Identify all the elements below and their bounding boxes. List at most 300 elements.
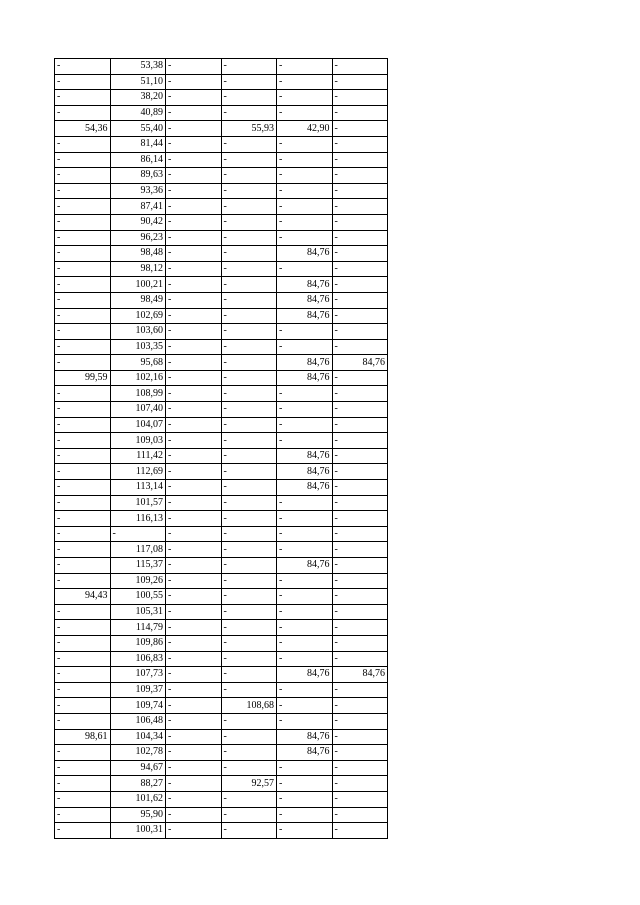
table-cell: - bbox=[221, 558, 277, 574]
table-cell: - bbox=[166, 339, 222, 355]
table-cell: - bbox=[166, 261, 222, 277]
table-cell: - bbox=[55, 464, 111, 480]
table-cell: - bbox=[332, 604, 388, 620]
table-cell: 96,23 bbox=[110, 230, 166, 246]
table-row bbox=[55, 651, 388, 667]
table-row bbox=[55, 324, 388, 340]
table-cell: - bbox=[166, 495, 222, 511]
table-cell: - bbox=[55, 745, 111, 761]
table-cell: 102,16 bbox=[110, 370, 166, 386]
table-cell: - bbox=[221, 464, 277, 480]
table-cell: - bbox=[55, 635, 111, 651]
table-row bbox=[55, 480, 388, 496]
table-cell: - bbox=[55, 324, 111, 340]
table-row bbox=[55, 370, 388, 386]
table-cell: - bbox=[55, 620, 111, 636]
table-cell: - bbox=[166, 355, 222, 371]
table-cell: - bbox=[332, 807, 388, 823]
table-cell: - bbox=[332, 480, 388, 496]
table-cell: 95,68 bbox=[110, 355, 166, 371]
table-cell: 103,60 bbox=[110, 324, 166, 340]
table-cell: - bbox=[277, 791, 333, 807]
table-cell: - bbox=[55, 59, 111, 75]
table-cell: - bbox=[221, 105, 277, 121]
table-cell: - bbox=[221, 277, 277, 293]
table-cell: - bbox=[332, 136, 388, 152]
table-cell: - bbox=[166, 635, 222, 651]
table-cell: 40,89 bbox=[110, 105, 166, 121]
table-cell: 84,76 bbox=[277, 448, 333, 464]
table-cell: 98,61 bbox=[55, 729, 111, 745]
table-row bbox=[55, 292, 388, 308]
table-cell: - bbox=[332, 402, 388, 418]
table-cell: - bbox=[277, 651, 333, 667]
table-cell: - bbox=[332, 168, 388, 184]
table-cell: - bbox=[55, 261, 111, 277]
table-row bbox=[55, 339, 388, 355]
table-cell: - bbox=[277, 90, 333, 106]
table-cell: - bbox=[55, 791, 111, 807]
table-row bbox=[55, 386, 388, 402]
table-cell: - bbox=[221, 417, 277, 433]
table-cell: 84,76 bbox=[277, 480, 333, 496]
table-cell: - bbox=[332, 277, 388, 293]
table-cell: - bbox=[277, 776, 333, 792]
table-cell: - bbox=[221, 168, 277, 184]
table-cell: 84,76 bbox=[277, 277, 333, 293]
table-cell: - bbox=[221, 74, 277, 90]
table-cell: 84,76 bbox=[277, 464, 333, 480]
table-cell: - bbox=[55, 292, 111, 308]
table-cell: - bbox=[55, 417, 111, 433]
table-cell: - bbox=[166, 121, 222, 137]
table-cell: - bbox=[332, 526, 388, 542]
table-cell: - bbox=[55, 526, 111, 542]
table-cell: - bbox=[332, 589, 388, 605]
table-cell: - bbox=[55, 495, 111, 511]
table-cell: - bbox=[221, 433, 277, 449]
table-cell: - bbox=[277, 74, 333, 90]
table-cell: - bbox=[166, 386, 222, 402]
table-cell: 55,40 bbox=[110, 121, 166, 137]
table-cell: - bbox=[332, 230, 388, 246]
table-cell: 54,36 bbox=[55, 121, 111, 137]
table-cell: - bbox=[332, 729, 388, 745]
table-cell: 93,36 bbox=[110, 183, 166, 199]
table-row bbox=[55, 261, 388, 277]
table-row bbox=[55, 168, 388, 184]
table-cell: 84,76 bbox=[332, 355, 388, 371]
table-cell: 53,38 bbox=[110, 59, 166, 75]
table-cell: - bbox=[55, 105, 111, 121]
table-cell: 105,31 bbox=[110, 604, 166, 620]
table-cell: - bbox=[332, 59, 388, 75]
table-cell: - bbox=[277, 402, 333, 418]
table-cell: - bbox=[332, 339, 388, 355]
table-cell: 116,13 bbox=[110, 511, 166, 527]
table-row bbox=[55, 573, 388, 589]
table-cell: 102,78 bbox=[110, 745, 166, 761]
table-row bbox=[55, 635, 388, 651]
table-cell: - bbox=[221, 573, 277, 589]
table-cell: - bbox=[221, 604, 277, 620]
table-cell: - bbox=[55, 74, 111, 90]
table-cell: - bbox=[166, 729, 222, 745]
table-cell: - bbox=[221, 324, 277, 340]
table-cell: 94,67 bbox=[110, 760, 166, 776]
table-cell: - bbox=[332, 121, 388, 137]
table-cell: - bbox=[55, 433, 111, 449]
table-cell: - bbox=[332, 651, 388, 667]
table-cell: - bbox=[221, 542, 277, 558]
table-cell: - bbox=[221, 713, 277, 729]
table-cell: - bbox=[277, 713, 333, 729]
table-cell: - bbox=[166, 480, 222, 496]
table-row bbox=[55, 152, 388, 168]
table-cell: - bbox=[277, 152, 333, 168]
table-cell: 109,74 bbox=[110, 698, 166, 714]
table-cell: - bbox=[221, 526, 277, 542]
table-cell: - bbox=[332, 448, 388, 464]
table-cell: - bbox=[332, 90, 388, 106]
table-cell: 100,55 bbox=[110, 589, 166, 605]
table-cell: - bbox=[166, 168, 222, 184]
table-cell: - bbox=[166, 558, 222, 574]
table-cell: - bbox=[277, 604, 333, 620]
table-row bbox=[55, 807, 388, 823]
table-cell: - bbox=[277, 698, 333, 714]
table-cell: 88,27 bbox=[110, 776, 166, 792]
table-cell: - bbox=[332, 74, 388, 90]
table-cell: - bbox=[221, 370, 277, 386]
table-cell: - bbox=[277, 542, 333, 558]
table-cell: 100,21 bbox=[110, 277, 166, 293]
table-row bbox=[55, 542, 388, 558]
table-cell: - bbox=[277, 635, 333, 651]
table-row bbox=[55, 246, 388, 262]
table-cell: - bbox=[277, 168, 333, 184]
table-cell: - bbox=[55, 199, 111, 215]
table-cell: - bbox=[166, 90, 222, 106]
table-cell: 81,44 bbox=[110, 136, 166, 152]
table-cell: - bbox=[221, 386, 277, 402]
table-cell: 84,76 bbox=[277, 745, 333, 761]
table-cell: - bbox=[166, 230, 222, 246]
table-cell: - bbox=[221, 183, 277, 199]
table-cell: 84,76 bbox=[277, 558, 333, 574]
table-row bbox=[55, 433, 388, 449]
table-cell: - bbox=[55, 230, 111, 246]
table-cell: 84,76 bbox=[277, 370, 333, 386]
table-cell: - bbox=[221, 745, 277, 761]
table-cell: - bbox=[332, 635, 388, 651]
table-cell: - bbox=[55, 136, 111, 152]
table-cell: - bbox=[332, 183, 388, 199]
table-cell: - bbox=[166, 292, 222, 308]
table-cell: - bbox=[55, 402, 111, 418]
table-cell: - bbox=[55, 651, 111, 667]
table-cell: 38,20 bbox=[110, 90, 166, 106]
table-cell: - bbox=[166, 667, 222, 683]
table-row bbox=[55, 417, 388, 433]
table-cell: - bbox=[221, 136, 277, 152]
table-cell: 111,42 bbox=[110, 448, 166, 464]
table-row bbox=[55, 682, 388, 698]
table-cell: - bbox=[277, 59, 333, 75]
table-row bbox=[55, 667, 388, 683]
table-cell: - bbox=[166, 152, 222, 168]
table-cell: - bbox=[166, 573, 222, 589]
table-cell: - bbox=[332, 370, 388, 386]
table-cell: 84,76 bbox=[332, 667, 388, 683]
table-cell: - bbox=[332, 713, 388, 729]
table-cell: - bbox=[166, 136, 222, 152]
table-row bbox=[55, 214, 388, 230]
table-cell: - bbox=[166, 402, 222, 418]
table-cell: 114,79 bbox=[110, 620, 166, 636]
table-cell: - bbox=[166, 776, 222, 792]
table-cell: - bbox=[221, 807, 277, 823]
table-cell: - bbox=[55, 152, 111, 168]
table-row bbox=[55, 745, 388, 761]
table-cell: - bbox=[332, 214, 388, 230]
table-cell: - bbox=[166, 542, 222, 558]
table-cell: - bbox=[221, 635, 277, 651]
table-cell: 109,26 bbox=[110, 573, 166, 589]
table-cell: - bbox=[277, 324, 333, 340]
table-row bbox=[55, 495, 388, 511]
table-row bbox=[55, 105, 388, 121]
table-cell: 100,31 bbox=[110, 823, 166, 839]
table-cell: - bbox=[221, 292, 277, 308]
table-cell: 109,03 bbox=[110, 433, 166, 449]
table-cell: - bbox=[277, 526, 333, 542]
table-cell: - bbox=[277, 183, 333, 199]
table-cell: - bbox=[332, 105, 388, 121]
table-cell: - bbox=[277, 760, 333, 776]
table-cell: 55,93 bbox=[221, 121, 277, 137]
table-cell: - bbox=[166, 651, 222, 667]
table-cell: 106,48 bbox=[110, 713, 166, 729]
table-cell: - bbox=[221, 620, 277, 636]
table-cell: 87,41 bbox=[110, 199, 166, 215]
table-cell: - bbox=[166, 745, 222, 761]
table-cell: - bbox=[221, 480, 277, 496]
table-cell: - bbox=[221, 823, 277, 839]
table-row bbox=[55, 448, 388, 464]
table-cell: - bbox=[166, 823, 222, 839]
table-row bbox=[55, 121, 388, 137]
table-cell: - bbox=[332, 823, 388, 839]
table-cell: - bbox=[166, 277, 222, 293]
table-cell: - bbox=[166, 74, 222, 90]
table-cell: - bbox=[166, 713, 222, 729]
table-cell: - bbox=[221, 402, 277, 418]
table-cell: - bbox=[55, 682, 111, 698]
table-cell: - bbox=[55, 355, 111, 371]
table-row bbox=[55, 355, 388, 371]
table-cell: - bbox=[55, 542, 111, 558]
table-cell: - bbox=[332, 791, 388, 807]
table-row bbox=[55, 277, 388, 293]
table-row bbox=[55, 589, 388, 605]
table-row bbox=[55, 776, 388, 792]
table-cell: 107,73 bbox=[110, 667, 166, 683]
table-cell: - bbox=[221, 729, 277, 745]
table-cell: - bbox=[332, 152, 388, 168]
table-cell: - bbox=[277, 136, 333, 152]
table-cell: - bbox=[332, 433, 388, 449]
table-cell: 103,35 bbox=[110, 339, 166, 355]
table-cell: 89,63 bbox=[110, 168, 166, 184]
table-cell: - bbox=[166, 620, 222, 636]
table-cell: - bbox=[166, 448, 222, 464]
table-cell: - bbox=[277, 230, 333, 246]
table-cell: - bbox=[221, 90, 277, 106]
table-cell: - bbox=[277, 573, 333, 589]
table-row bbox=[55, 558, 388, 574]
table-cell: - bbox=[332, 682, 388, 698]
table-row bbox=[55, 136, 388, 152]
table-cell: - bbox=[332, 386, 388, 402]
table-cell: - bbox=[55, 698, 111, 714]
table-cell: 117,08 bbox=[110, 542, 166, 558]
table-cell: - bbox=[166, 417, 222, 433]
table-row bbox=[55, 90, 388, 106]
table-cell: - bbox=[166, 682, 222, 698]
table-cell: 84,76 bbox=[277, 729, 333, 745]
table-row bbox=[55, 760, 388, 776]
table-row bbox=[55, 464, 388, 480]
table-cell: - bbox=[55, 277, 111, 293]
table-cell: - bbox=[221, 760, 277, 776]
table-cell: 42,90 bbox=[277, 121, 333, 137]
table-cell: - bbox=[55, 90, 111, 106]
data-table bbox=[54, 58, 388, 839]
table-cell: 95,90 bbox=[110, 807, 166, 823]
table-cell: - bbox=[55, 386, 111, 402]
table-row bbox=[55, 526, 388, 542]
table-cell: - bbox=[166, 589, 222, 605]
table-cell: - bbox=[55, 308, 111, 324]
table-cell: - bbox=[332, 464, 388, 480]
table-cell: - bbox=[166, 526, 222, 542]
table-row bbox=[55, 620, 388, 636]
table-cell: - bbox=[277, 386, 333, 402]
table-cell: - bbox=[166, 199, 222, 215]
table-cell: 84,76 bbox=[277, 246, 333, 262]
table-cell: - bbox=[277, 682, 333, 698]
table-cell: - bbox=[110, 526, 166, 542]
table-cell: - bbox=[332, 199, 388, 215]
table-cell: - bbox=[166, 604, 222, 620]
table-row bbox=[55, 308, 388, 324]
table-row bbox=[55, 698, 388, 714]
table-cell: 84,76 bbox=[277, 292, 333, 308]
table-cell: - bbox=[221, 308, 277, 324]
table-cell: - bbox=[166, 105, 222, 121]
table-cell: 51,10 bbox=[110, 74, 166, 90]
table-cell: 104,07 bbox=[110, 417, 166, 433]
table-cell: 84,76 bbox=[277, 355, 333, 371]
table-cell: - bbox=[55, 214, 111, 230]
table-row bbox=[55, 59, 388, 75]
table-cell: 107,40 bbox=[110, 402, 166, 418]
table-cell: - bbox=[332, 620, 388, 636]
table-row bbox=[55, 199, 388, 215]
table-cell: - bbox=[277, 807, 333, 823]
table-row bbox=[55, 713, 388, 729]
table-row bbox=[55, 729, 388, 745]
table-cell: - bbox=[332, 324, 388, 340]
table-cell: - bbox=[332, 417, 388, 433]
table-cell: 101,57 bbox=[110, 495, 166, 511]
table-cell: - bbox=[55, 823, 111, 839]
table-cell: - bbox=[221, 355, 277, 371]
table-cell: - bbox=[55, 776, 111, 792]
table-cell: - bbox=[332, 246, 388, 262]
table-cell: - bbox=[221, 152, 277, 168]
table-cell: - bbox=[55, 339, 111, 355]
table-row bbox=[55, 402, 388, 418]
table-cell: 94,43 bbox=[55, 589, 111, 605]
table-row bbox=[55, 183, 388, 199]
table-cell: - bbox=[277, 105, 333, 121]
table-cell: - bbox=[332, 511, 388, 527]
table-cell: 90,42 bbox=[110, 214, 166, 230]
table-cell: 98,48 bbox=[110, 246, 166, 262]
table-cell: - bbox=[166, 760, 222, 776]
table-cell: - bbox=[221, 339, 277, 355]
table-cell: - bbox=[277, 823, 333, 839]
table-cell: 112,69 bbox=[110, 464, 166, 480]
table-cell: - bbox=[55, 807, 111, 823]
table-cell: - bbox=[277, 589, 333, 605]
table-cell: 92,57 bbox=[221, 776, 277, 792]
table-cell: - bbox=[221, 261, 277, 277]
table-cell: - bbox=[332, 542, 388, 558]
table-cell: - bbox=[332, 261, 388, 277]
table-cell: - bbox=[332, 308, 388, 324]
table-cell: - bbox=[332, 698, 388, 714]
table-cell: - bbox=[221, 667, 277, 683]
table-cell: - bbox=[166, 433, 222, 449]
table-cell: - bbox=[277, 261, 333, 277]
table-cell: - bbox=[277, 433, 333, 449]
table-cell: - bbox=[332, 776, 388, 792]
table-cell: - bbox=[166, 214, 222, 230]
table-cell: 84,76 bbox=[277, 308, 333, 324]
table-cell: - bbox=[166, 698, 222, 714]
table-cell: - bbox=[221, 791, 277, 807]
table-body bbox=[55, 59, 388, 839]
table-cell: 109,86 bbox=[110, 635, 166, 651]
table-cell: - bbox=[55, 246, 111, 262]
table-cell: - bbox=[221, 651, 277, 667]
table-cell: - bbox=[221, 495, 277, 511]
table-cell: - bbox=[55, 573, 111, 589]
table-cell: - bbox=[277, 214, 333, 230]
table-cell: - bbox=[166, 370, 222, 386]
table-cell: - bbox=[221, 511, 277, 527]
table-cell: - bbox=[55, 667, 111, 683]
table-cell: 98,12 bbox=[110, 261, 166, 277]
table-cell: - bbox=[166, 807, 222, 823]
table-cell: - bbox=[166, 59, 222, 75]
table-cell: 84,76 bbox=[277, 667, 333, 683]
table-cell: 98,49 bbox=[110, 292, 166, 308]
table-cell: 102,69 bbox=[110, 308, 166, 324]
